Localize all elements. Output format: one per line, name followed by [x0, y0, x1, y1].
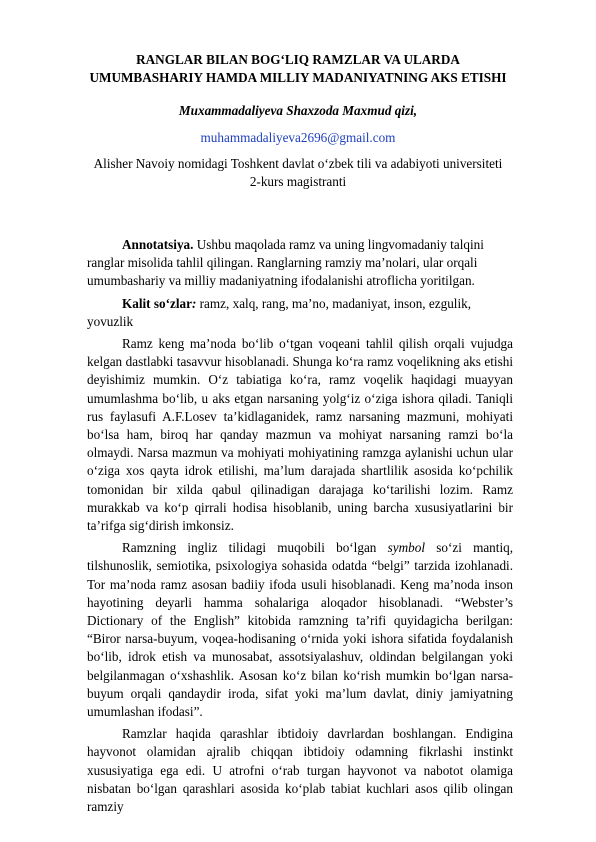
article-title	[60, 51, 536, 87]
article-body	[87, 236, 513, 820]
affiliation-line-1: Alisher Navoiy nomidagi Toshkent davlat o‘zbek tili va adabiyoti universiteti	[93, 156, 503, 171]
paragraph-2-after: so‘zi mantiq, tilshunoslik, semiotika, psixologiya sohasida odatda “belgi” tarzida izohlanadi. Tor ma’noda ramz asosan badiiy ifoda usuli hisoblanadi. Keng ma’noda inson hayotining deyarli hamma sohalariga aloqador hisoblanadi. “Webster’s Dictionary of the English” kitobida ramzning ta’rifi quyidagicha berilgan: “Biror narsa-buyum, voqea-hodisaning o‘rnida yoki ishora sifatida foydalanish bo‘lib, idrok etish va munosabat, assotsiyalashuv, oldindan belgilangan yoki belgilanmagan o‘xshashlik. Asosan ko‘z bilan ko‘rish mumkin bo‘lgan narsa-buyum orqali qandaydir iroda, sifat yoki ma’lum davlat, diniy jamiyatning umumlashan ifodasi”.	[87, 540, 513, 720]
paragraph-2-italic-term: symbol	[387, 540, 425, 556]
paragraph-2-before: Ramzning ingliz tilidagi muqobili bo‘lgan	[122, 540, 388, 556]
article-title-line-2: UMUMBASHARIY HAMDA MILLIY MADANIYATNING AKS ETISHI	[89, 70, 507, 85]
annotation-text: Ushbu maqolada ramz va uning lingvomadaniy talqini ranglar misolida tahlil qilingan. Ranglarning ramziy ma’nolari, ular orqali umumbashariy va milliy madaniyatning ifodalanishi atroflicha yoritilgan.	[87, 237, 484, 289]
annotation-label: Annotatsiya.	[122, 237, 194, 252]
keywords-text: ramz, xalq, rang, ma’no, madaniyat, inson, ezgulik, yovuzlik	[87, 295, 472, 329]
affiliation-line-2: 2-kurs magistranti	[249, 173, 347, 189]
author-affiliation	[60, 155, 536, 190]
keywords-paragraph	[87, 295, 513, 331]
annotation-paragraph	[87, 236, 513, 291]
author-name: Muxammadaliyeva Shaxzoda Maxmud qizi,	[178, 103, 418, 118]
keywords-label: Kalit so‘zlar	[122, 295, 192, 311]
keywords-colon: :	[191, 295, 197, 311]
author-email-link[interactable]: muhammadaliyeva2696@gmail.com	[200, 130, 396, 145]
body-paragraph-3: Ramzlar haqida qarashlar ibtidoiy davrlardan boshlangan. Endigina hayvonot olamidan ajralib chiqqan ibtidoiy odamning fikrlashi instinkt xususiyatiga ega edi. U atrofni o‘rab turgan hayvonot va nabotot olamiga nisbatan bo‘lgan qarashlari asosida ko‘plab tabiat kuchlari asos qilib olingan ramziy	[87, 726, 513, 815]
body-paragraph-1: Ramz keng ma’noda bo‘lib o‘tgan voqeani tahlil qilish orqali vujudga kelgan dastlabki tasavvur hisoblanadi. Shunga ko‘ra ramz voqelikning aks etishi deyishimiz mumkin. O‘z tabiatiga ko‘ra, ramz voqelik haqidagi muayyan umumlashma bo‘lib, u aks etgan narsaning yolg‘iz o‘ziga ishora qiladi. Taniqli rus faylasufi A.F.Losev ta’kidlaganidek, ramz narsaning mazmuni, mohiyati bo‘lsa ham, biroq har qanday mazmun va mohiyat narsaning ramzi bo‘la olmaydi. Narsa mazmun va mohiyati mohiyatining ramzga aylanishi uchun ular o‘ziga xos qayta idrok etilishi, ma’lum darajada shartlilik asosida ko‘pchilik tomonidan bir xilda qabul qilinadigan darajaga ko‘tarilishi lozim. Ramz murakkab va ko‘p qirrali hodisa hisoblanib, uning barcha xususiyatlarini bir ta’rifga sig‘dirish imkonsiz.	[87, 336, 513, 534]
article-title-line-1: RANGLAR BILAN BOG‘LIQ RAMZLAR VA ULARDA	[136, 52, 460, 67]
body-paragraph-2	[87, 539, 513, 721]
